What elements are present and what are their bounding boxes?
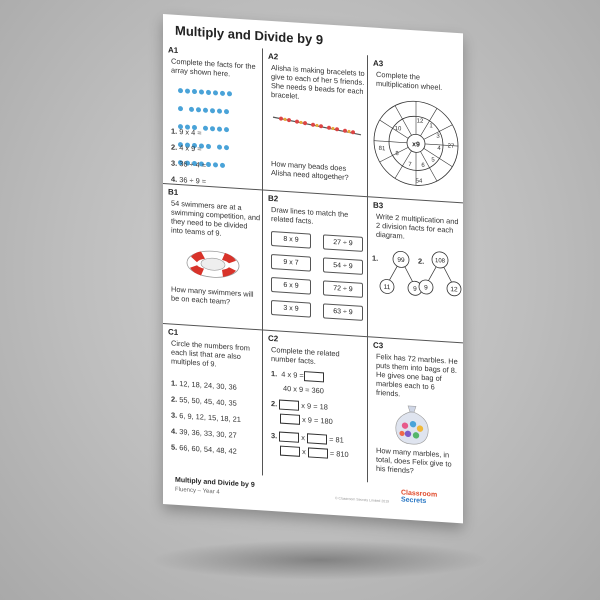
wheel-inner-value: 10 [394,125,402,133]
section-code: C3 [373,340,384,351]
array-dot [213,90,218,95]
array-dot [189,107,194,112]
b3-prompt: Write 2 multiplication and 2 division facts for each diagram. [376,211,459,241]
array-dot [178,106,183,111]
footer-title: Multiply and Divide by 9 [175,476,255,489]
section-c1 [163,324,263,475]
match-card-left[interactable]: 9 x 7 [271,254,311,272]
answer-box[interactable] [307,433,327,444]
multiplication-wheel [371,95,461,191]
bracelet-beads-image [267,111,367,141]
array-dot [206,162,211,167]
c2-q1-line-a: 1. 4 x 9 = [271,369,324,382]
c3-prompt: Felix has 72 marbles. He puts them into bags of 8. He gives one bag of marbles each to 6 friends. [376,351,458,399]
array-dot [199,89,204,94]
array-dot [224,127,229,132]
match-card-left[interactable]: 3 x 9 [271,300,311,318]
answer-box[interactable] [279,400,299,411]
footer-copyright: © Classroom Secrets Limited 2019 [335,496,390,504]
match-card-right[interactable]: 27 ÷ 9 [323,234,363,252]
b1-question: How many swimmers will be on each team? [171,284,254,307]
section-code: A2 [268,51,279,62]
c2-q1-line-b: 40 x 9 = 360 [283,383,324,396]
section-a2 [263,48,368,197]
array-dot [196,107,201,112]
array-dot [178,88,183,93]
array-dot [210,126,215,131]
classroom-secrets-logo [401,489,437,505]
array-dot [210,108,215,113]
diagram-right-value: 12 [450,286,458,294]
c2-q3-line-b: x = 810 [280,446,349,460]
answer-box[interactable] [280,414,300,425]
wheel-inner-value: 7 [408,161,412,169]
wheel-inner-value: 6 [421,162,425,169]
array-dot [217,145,222,150]
section-c3 [368,337,463,488]
section-code: A1 [168,45,179,55]
wheel-inner-value: 5 [431,157,435,164]
diagram-right-value: 9 [413,285,417,293]
diagram-left-value: 11 [383,283,391,292]
wheel-inner-value: 12 [416,118,424,125]
array-dot [206,90,211,95]
b3-triangle-diagram-2 [418,248,462,301]
c1-item: 5. 66, 60, 54, 48, 42 [171,442,237,456]
section-a3 [368,55,463,203]
array-dot [224,145,229,150]
c2-q3-line-a: 3. x = 81 [271,430,344,445]
diagram-left-value: 9 [424,284,428,292]
wheel-center-label: x9 [412,141,420,149]
section-code: C2 [268,333,279,344]
c1-item: 1. 12, 18, 24, 30, 36 [171,378,237,392]
a1-item: 4. 36 ÷ 9 = [171,174,207,186]
b1-prompt: 54 swimmers are at a swimming competition, and they need to be divided into teams of 9. [171,198,261,238]
a2-question: How many beads does Alisha need altogether? [271,158,349,183]
wheel-inner-value: 8 [395,151,399,158]
c1-item: 2. 55, 50, 45, 40, 35 [171,394,237,408]
b3-diagram-number: 2. [418,256,425,266]
logo-bottom-text: Secrets [401,496,427,506]
section-code: C1 [168,327,179,337]
a1-item: 1. 9 x 4 = [171,126,202,138]
worksheet [163,14,463,523]
b3-triangle-diagram-1 [379,248,423,301]
diagram-top-value: 108 [434,258,446,265]
match-card-right[interactable]: 63 ÷ 9 [323,303,363,321]
logo-top-text: Classroom [401,489,438,499]
section-code: B2 [268,193,279,204]
c3-question: How many marbles, in total, does Felix give to his friends? [376,445,452,476]
marble-bag-icon [390,401,434,448]
section-c2 [263,330,368,482]
a1-item: 2. 4 x 9 = [171,142,202,154]
array-dot [217,109,222,114]
array-dot [220,163,225,168]
a1-item: 3. 36 ÷ 4 = [171,158,207,170]
sheet-shadow [150,540,490,580]
array-dot [220,91,225,96]
a1-prompt: Complete the facts for the array shown here. [171,56,256,79]
footer-subtitle: Fluency – Year 4 [175,486,220,496]
worksheet-title: Multiply and Divide by 9 [175,22,324,48]
c1-prompt: Circle the numbers from each list that are also multiples of 9. [171,338,250,369]
section-a1 [163,42,263,190]
answer-box[interactable] [308,447,328,458]
c2-q2-line-b: x 9 = 180 [280,414,333,427]
c2-q2-line-a: 2. x 9 = 18 [271,398,328,412]
c2-prompt: Complete the related number facts. [271,344,340,366]
array-dot [206,144,211,149]
answer-box[interactable] [304,371,324,382]
array-dot [203,108,208,113]
match-card-right[interactable]: 54 ÷ 9 [323,257,363,275]
section-b1 [163,184,263,330]
c1-item: 3. 6, 9, 12, 15, 18, 21 [171,410,241,425]
wheel-inner-value: 4 [437,145,441,152]
array-dot [213,162,218,167]
wheel-outer-value: 54 [415,178,423,185]
answer-box[interactable] [279,432,299,443]
b2-prompt: Draw lines to match the related facts. [271,204,349,226]
match-card-left[interactable]: 6 x 9 [271,277,311,295]
answer-box[interactable] [280,446,300,457]
match-card-left[interactable]: 8 x 9 [271,231,311,249]
section-b3 [368,197,463,343]
array-dot [224,109,229,114]
match-card-right[interactable]: 72 ÷ 9 [323,280,363,298]
section-b2 [263,190,368,337]
a3-prompt: Complete the multiplication wheel. [376,69,443,93]
diagram-top-value: 99 [397,256,405,265]
a2-prompt: Alisha is making bracelets to give to each of her 5 friends. She needs 9 beads for each bracelet. [271,62,365,101]
section-code: A3 [373,58,384,69]
wheel-outer-value: 81 [378,145,386,153]
wheel-inner-value: 1 [429,123,433,130]
lifebuoy-icon [185,247,241,281]
array-dot [227,91,232,96]
wheel-outer-value: 27 [447,143,455,150]
section-code: B1 [168,187,179,197]
array-dot [203,126,208,131]
array-dot [192,89,197,94]
array-dot [185,88,190,93]
section-code: B3 [373,200,384,211]
array-dot [217,127,222,132]
c1-item: 4. 39, 36, 33, 30, 27 [171,426,237,440]
wheel-inner-value: 3 [436,133,440,140]
b3-diagram-number: 1. [372,253,379,263]
